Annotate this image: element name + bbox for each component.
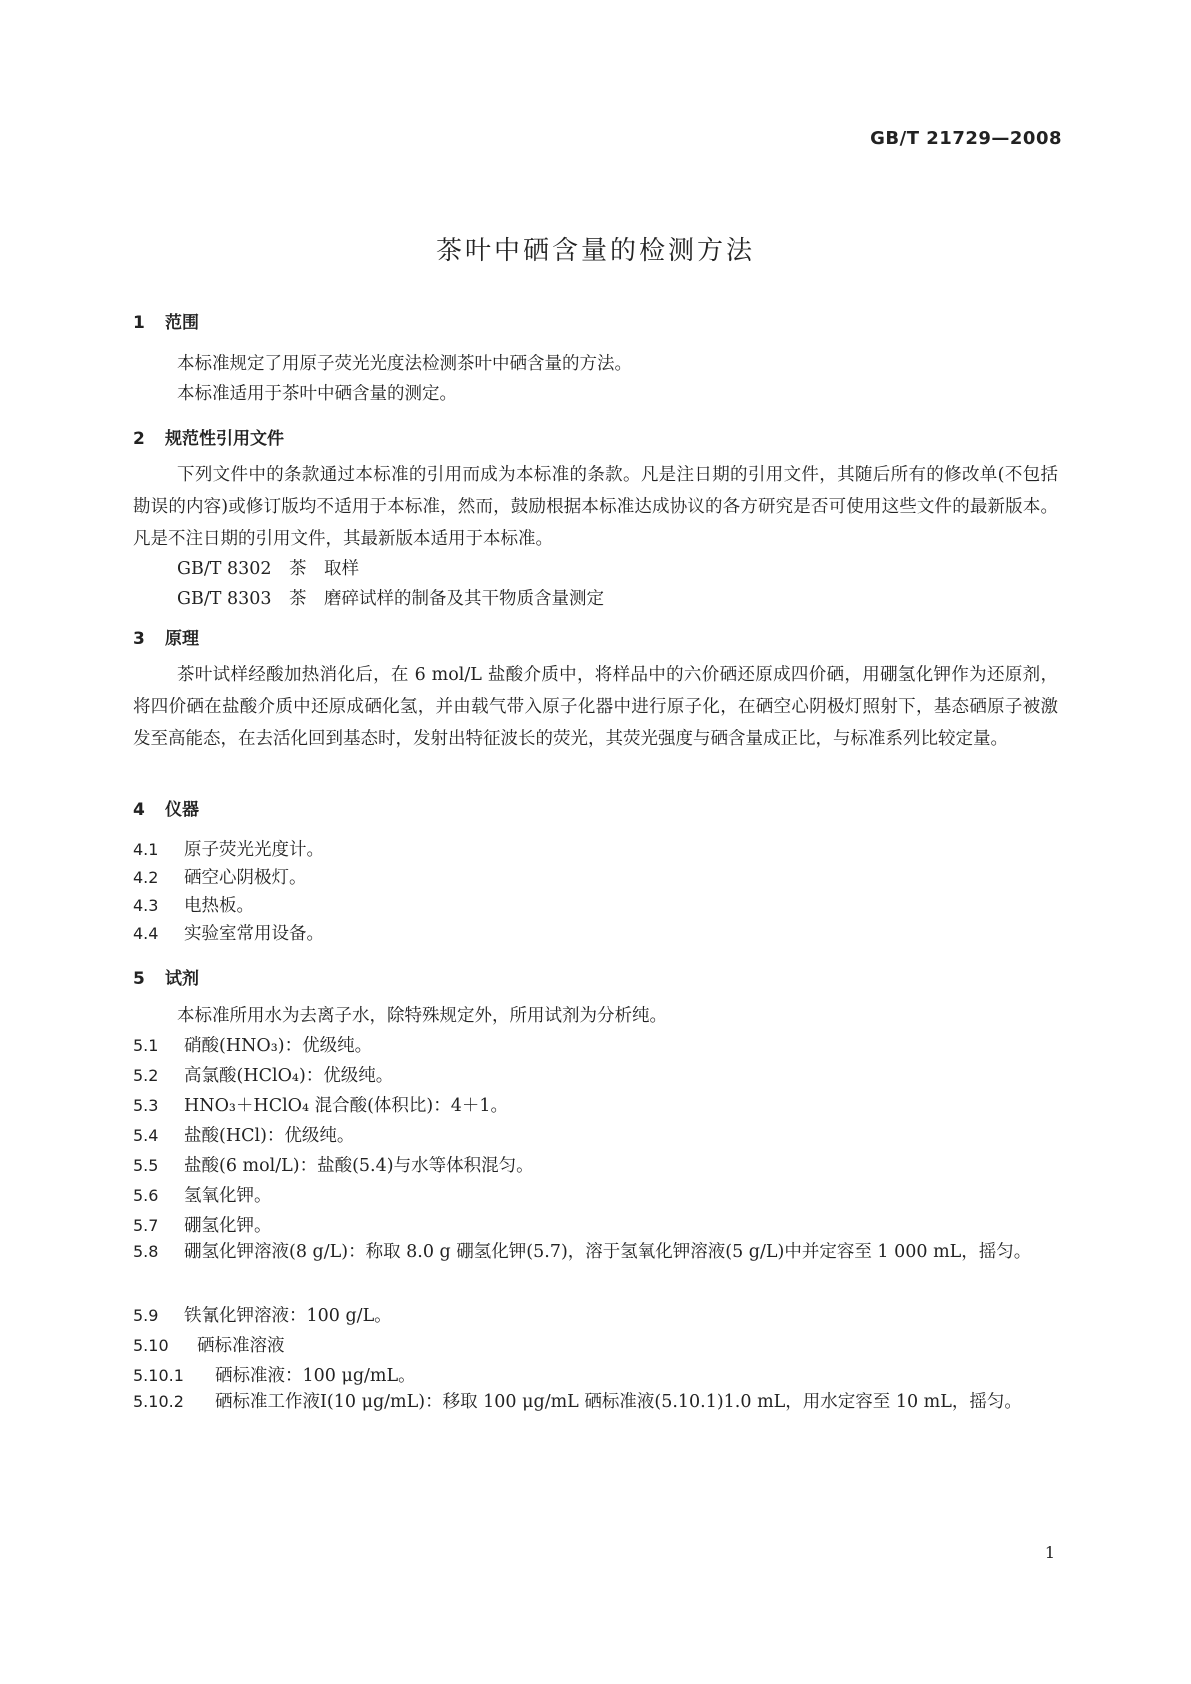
item-text: 铁氰化钾溶液：100 g/L。 <box>184 1306 392 1326</box>
section-number: 5 <box>133 969 145 989</box>
section-title: 规范性引用文件 <box>165 429 284 449</box>
reagents-intro: 本标准所用水为去离子水，除特殊规定外，所用试剂为分析纯。 <box>177 1006 667 1026</box>
item-text: 硒空心阴极灯。 <box>184 868 307 888</box>
section-heading-references <box>133 424 284 449</box>
list-item <box>133 1362 416 1387</box>
list-item <box>133 1212 272 1237</box>
section-title: 范围 <box>165 313 199 333</box>
item-number: 5.10 <box>133 1336 169 1355</box>
scope-line-1: 本标准规定了用原子荧光光度法检测茶叶中硒含量的方法。 <box>177 354 632 374</box>
reference-item: GB/T 8303 茶 磨碎试样的制备及其干物质含量测定 <box>177 589 605 609</box>
item-text: 盐酸(6 mol/L)：盐酸(5.4)与水等体积混匀。 <box>184 1156 534 1176</box>
section-title: 仪器 <box>165 800 199 820</box>
item-text: 硝酸(HNO₃)：优级纯。 <box>184 1036 373 1056</box>
section-heading-principle <box>133 624 199 649</box>
item-number: 5.9 <box>133 1306 159 1325</box>
section-heading-reagents <box>133 964 199 989</box>
item-text: 盐酸(HCl)：优级纯。 <box>184 1126 355 1146</box>
list-item <box>133 1122 354 1147</box>
item-text: 硒标准溶液 <box>197 1336 285 1356</box>
section-heading-scope <box>133 308 199 333</box>
item-number: 4.2 <box>133 868 159 887</box>
list-item <box>133 1302 392 1327</box>
item-text: 硼氢化钾溶液(8 g/L)：称取 8.0 g 硼氢化钾(5.7)，溶于氢氧化钾溶液(5 g/L)中并定容至 1 000 mL，摇匀。 <box>184 1242 1032 1262</box>
list-item <box>133 1092 508 1117</box>
item-number: 5.1 <box>133 1036 159 1055</box>
section-number: 3 <box>133 629 145 649</box>
list-item <box>133 892 254 917</box>
list-item <box>133 1386 1058 1418</box>
item-number: 4.4 <box>133 924 159 943</box>
item-text: 原子荧光光度计。 <box>184 840 324 860</box>
list-item <box>133 1062 393 1087</box>
item-text: 高氯酸(HClO₄)：优级纯。 <box>184 1066 394 1086</box>
item-number: 5.8 <box>133 1242 159 1261</box>
references-paragraph: 下列文件中的条款通过本标准的引用而成为本标准的条款。凡是注日期的引用文件，其随后所有的修改单(不包括勘误的内容)或修订版均不适用于本标准，然而，鼓励根据本标准达成协议的各方研究是否可使用这些文件的最新版本。凡是不注日期的引用文件，其最新版本适用于本标准。 <box>133 465 1058 549</box>
item-number: 5.10.2 <box>133 1392 184 1411</box>
list-item <box>133 836 324 861</box>
document-title: 茶叶中硒含量的检测方法 <box>435 236 755 266</box>
standard-number: GB/T 21729—2008 <box>870 128 1062 149</box>
item-number: 5.4 <box>133 1126 159 1145</box>
item-number: 5.3 <box>133 1096 159 1115</box>
list-item <box>133 920 324 945</box>
list-item <box>133 1182 272 1207</box>
principle-paragraph: 茶叶试样经酸加热消化后，在 6 mol/L 盐酸介质中，将样品中的六价硒还原成四价硒，用硼氢化钾作为还原剂，将四价硒在盐酸介质中还原成硒化氢，并由载气带入原子化器中进行原子化，在硒空心阴极灯照射下，基态硒原子被激发至高能态，在去活化回到基态时，发射出特征波长的荧光，其荧光强度与硒含量成正比，与标准系列比较定量。 <box>133 665 1058 749</box>
list-item <box>133 864 307 889</box>
item-text: HNO₃＋HClO₄ 混合酸(体积比)：4＋1。 <box>184 1096 509 1116</box>
section-heading-instruments <box>133 795 199 820</box>
page-number: 1 <box>1044 1543 1055 1562</box>
item-number: 5.6 <box>133 1186 159 1205</box>
list-item <box>133 1332 285 1357</box>
item-text: 硒标准液：100 μg/mL。 <box>215 1366 416 1386</box>
item-number: 5.5 <box>133 1156 159 1175</box>
item-number: 5.7 <box>133 1216 159 1235</box>
scope-line-2: 本标准适用于茶叶中硒含量的测定。 <box>177 384 457 404</box>
item-number: 4.3 <box>133 896 159 915</box>
item-text: 实验室常用设备。 <box>184 924 324 944</box>
section-title: 试剂 <box>165 969 199 989</box>
item-text: 氢氧化钾。 <box>184 1186 272 1206</box>
item-text: 硒标准工作液Ⅰ(10 μg/mL)：移取 100 μg/mL 硒标准液(5.10.1)1.0 mL，用水定容至 10 mL，摇匀。 <box>215 1392 1022 1412</box>
item-text: 电热板。 <box>184 896 254 916</box>
item-number: 5.2 <box>133 1066 159 1085</box>
section-number: 1 <box>133 313 145 333</box>
list-item <box>133 1236 1058 1268</box>
section-number: 4 <box>133 800 145 820</box>
item-text: 硼氢化钾。 <box>184 1216 272 1236</box>
item-number: 4.1 <box>133 840 159 859</box>
item-number: 5.10.1 <box>133 1366 184 1385</box>
section-number: 2 <box>133 429 145 449</box>
list-item <box>133 1032 372 1057</box>
list-item <box>133 1152 534 1177</box>
section-title: 原理 <box>165 629 199 649</box>
reference-item: GB/T 8302 茶 取样 <box>177 559 360 579</box>
